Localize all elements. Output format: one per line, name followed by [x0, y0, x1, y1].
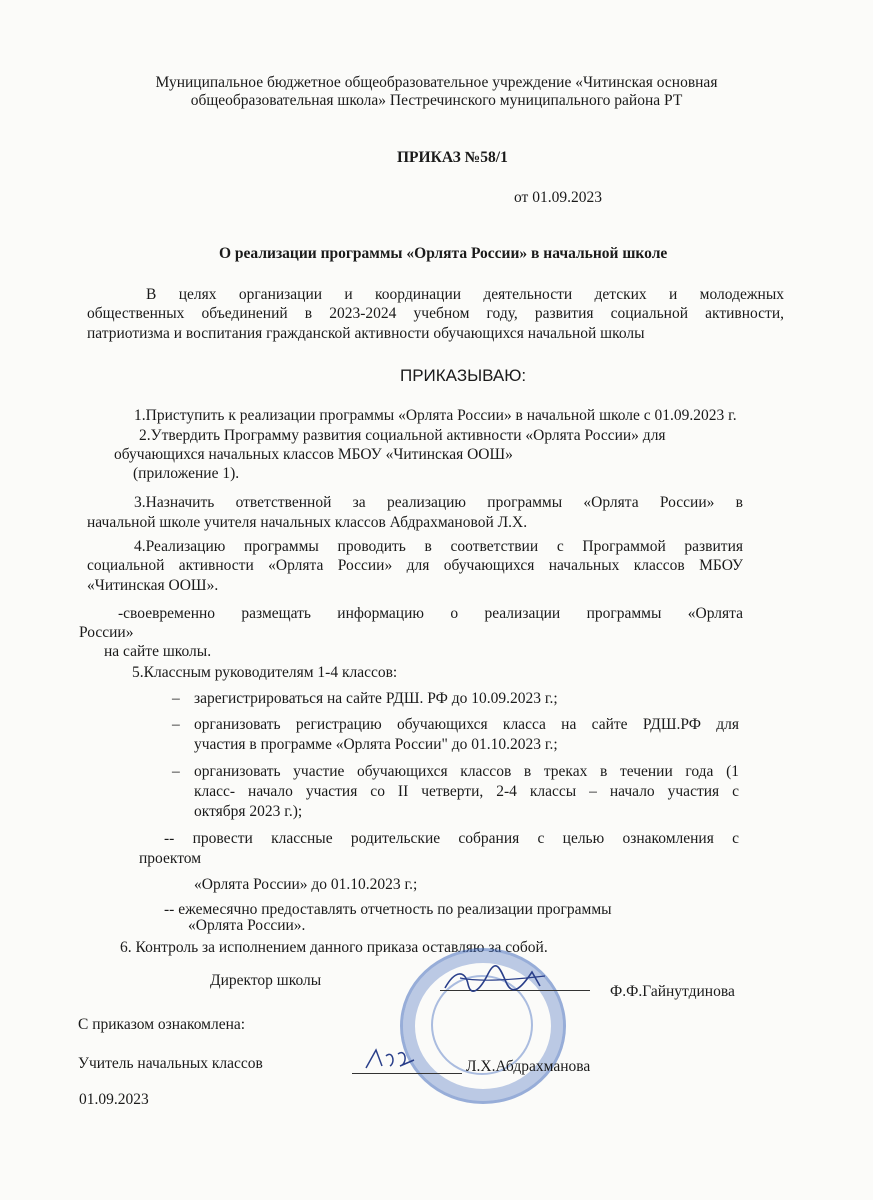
item-5-bullet-2-line2: участия в программе «Орлята России" до 01.10.2023 г.;: [194, 736, 558, 753]
item-5-bullet-3-line1: организовать участие обучающихся классов в треках в течении года (1: [194, 763, 739, 780]
item-3-line1: 3.Назначить ответственной за реализацию программы «Орлята России» в: [134, 494, 743, 511]
director-name: Ф.Ф.Гайнутдинова: [610, 983, 735, 1000]
item-4-sub-line1: -своевременно размещать информацию о реализации программы «Орлята: [118, 605, 743, 622]
item-4-line2: социальной активности «Орлята России» для обучающихся начальных классов МБОУ: [87, 557, 743, 574]
teacher-title: Учитель начальных классов: [78, 1055, 263, 1072]
director-title: Директор школы: [210, 972, 322, 989]
director-signature: [440, 960, 550, 1000]
institution-header-line1: Муниципальное бюджетное общеобразовательное учреждение «Читинская основная: [155, 74, 718, 91]
teacher-signature: [362, 1042, 422, 1074]
item-1: 1.Приступить к реализации программы «Орлята России» в начальной школе с 01.09.2023 г.: [134, 407, 737, 424]
item-3-line2: начальной школе учителя начальных классов Абдрахмановой Л.Х.: [87, 514, 528, 531]
item-5-bullet-1: зарегистрироваться на сайте РДШ. РФ до 10.09.2023 г.;: [194, 690, 558, 707]
preamble-line3: патриотизма и воспитания гражданской активности обучающихся начальной школы: [87, 325, 645, 342]
command-heading: ПРИКАЗЫВАЮ:: [400, 366, 527, 385]
bullet-dash: –: [172, 716, 180, 733]
item-2-line1: 2.Утвердить Программу развития социальной активности «Орлята России» для: [139, 427, 666, 444]
item-4-line1: 4.Реализацию программы проводить в соответствии с Программой развития: [134, 538, 743, 555]
order-subject: О реализации программы «Орлята России» в начальной школе: [219, 245, 668, 262]
preamble-line1: В целях организации и координации деятельности детских и молодежных: [146, 286, 784, 303]
bullet-dash: –: [172, 763, 180, 780]
acquainted-label: С приказом ознакомлена:: [78, 1016, 246, 1033]
acknowledgement-date: 01.09.2023: [79, 1091, 149, 1108]
item-4-sub-line3: на сайте школы.: [104, 643, 212, 660]
order-date: от 01.09.2023: [514, 189, 602, 206]
item-5-bullet-4-line1: -- провести классные родительские собрания с целью ознакомления с: [164, 830, 739, 847]
item-5-bullet-5-line2: «Орлята России».: [188, 917, 306, 934]
preamble-line2: общественных объединений в 2023-2024 учебном году, развития социальной активности,: [87, 305, 784, 322]
order-title: ПРИКАЗ №58/1: [397, 149, 508, 166]
item-5-bullet-4-line2: проектом: [139, 850, 202, 867]
item-5-bullet-4-line3: «Орлята России» до 01.10.2023 г.;: [194, 876, 418, 893]
item-5-bullet-3-line3: октября 2023 г.);: [194, 803, 303, 820]
item-6: 6. Контроль за исполнением данного приказа оставляю за собой.: [120, 939, 548, 956]
item-4-sub-line2: России»: [79, 624, 134, 641]
item-2-line2: обучающихся начальных классов МБОУ «Читинская ООШ»: [114, 446, 513, 463]
item-4-line3: «Читинская ООШ».: [87, 577, 219, 594]
teacher-name: Л.Х.Абдрахманова: [466, 1058, 591, 1075]
bullet-dash: –: [172, 690, 180, 707]
item-5-bullet-2-line1: организовать регистрацию обучающихся класса на сайте РДШ.РФ для: [194, 716, 739, 733]
item-2-line3: (приложение 1).: [133, 465, 240, 482]
item-5-bullet-3-line2: класс- начало участия со II четверти, 2-4 классы – начало участия с: [194, 783, 739, 800]
institution-header-line2: общеобразовательная школа» Пестречинского муниципального района РТ: [190, 92, 683, 109]
item-5: 5.Классным руководителям 1-4 классов:: [132, 664, 398, 681]
item-5-bullet-5-line1: -- ежемесячно предоставлять отчетность по реализации программы: [164, 901, 612, 918]
